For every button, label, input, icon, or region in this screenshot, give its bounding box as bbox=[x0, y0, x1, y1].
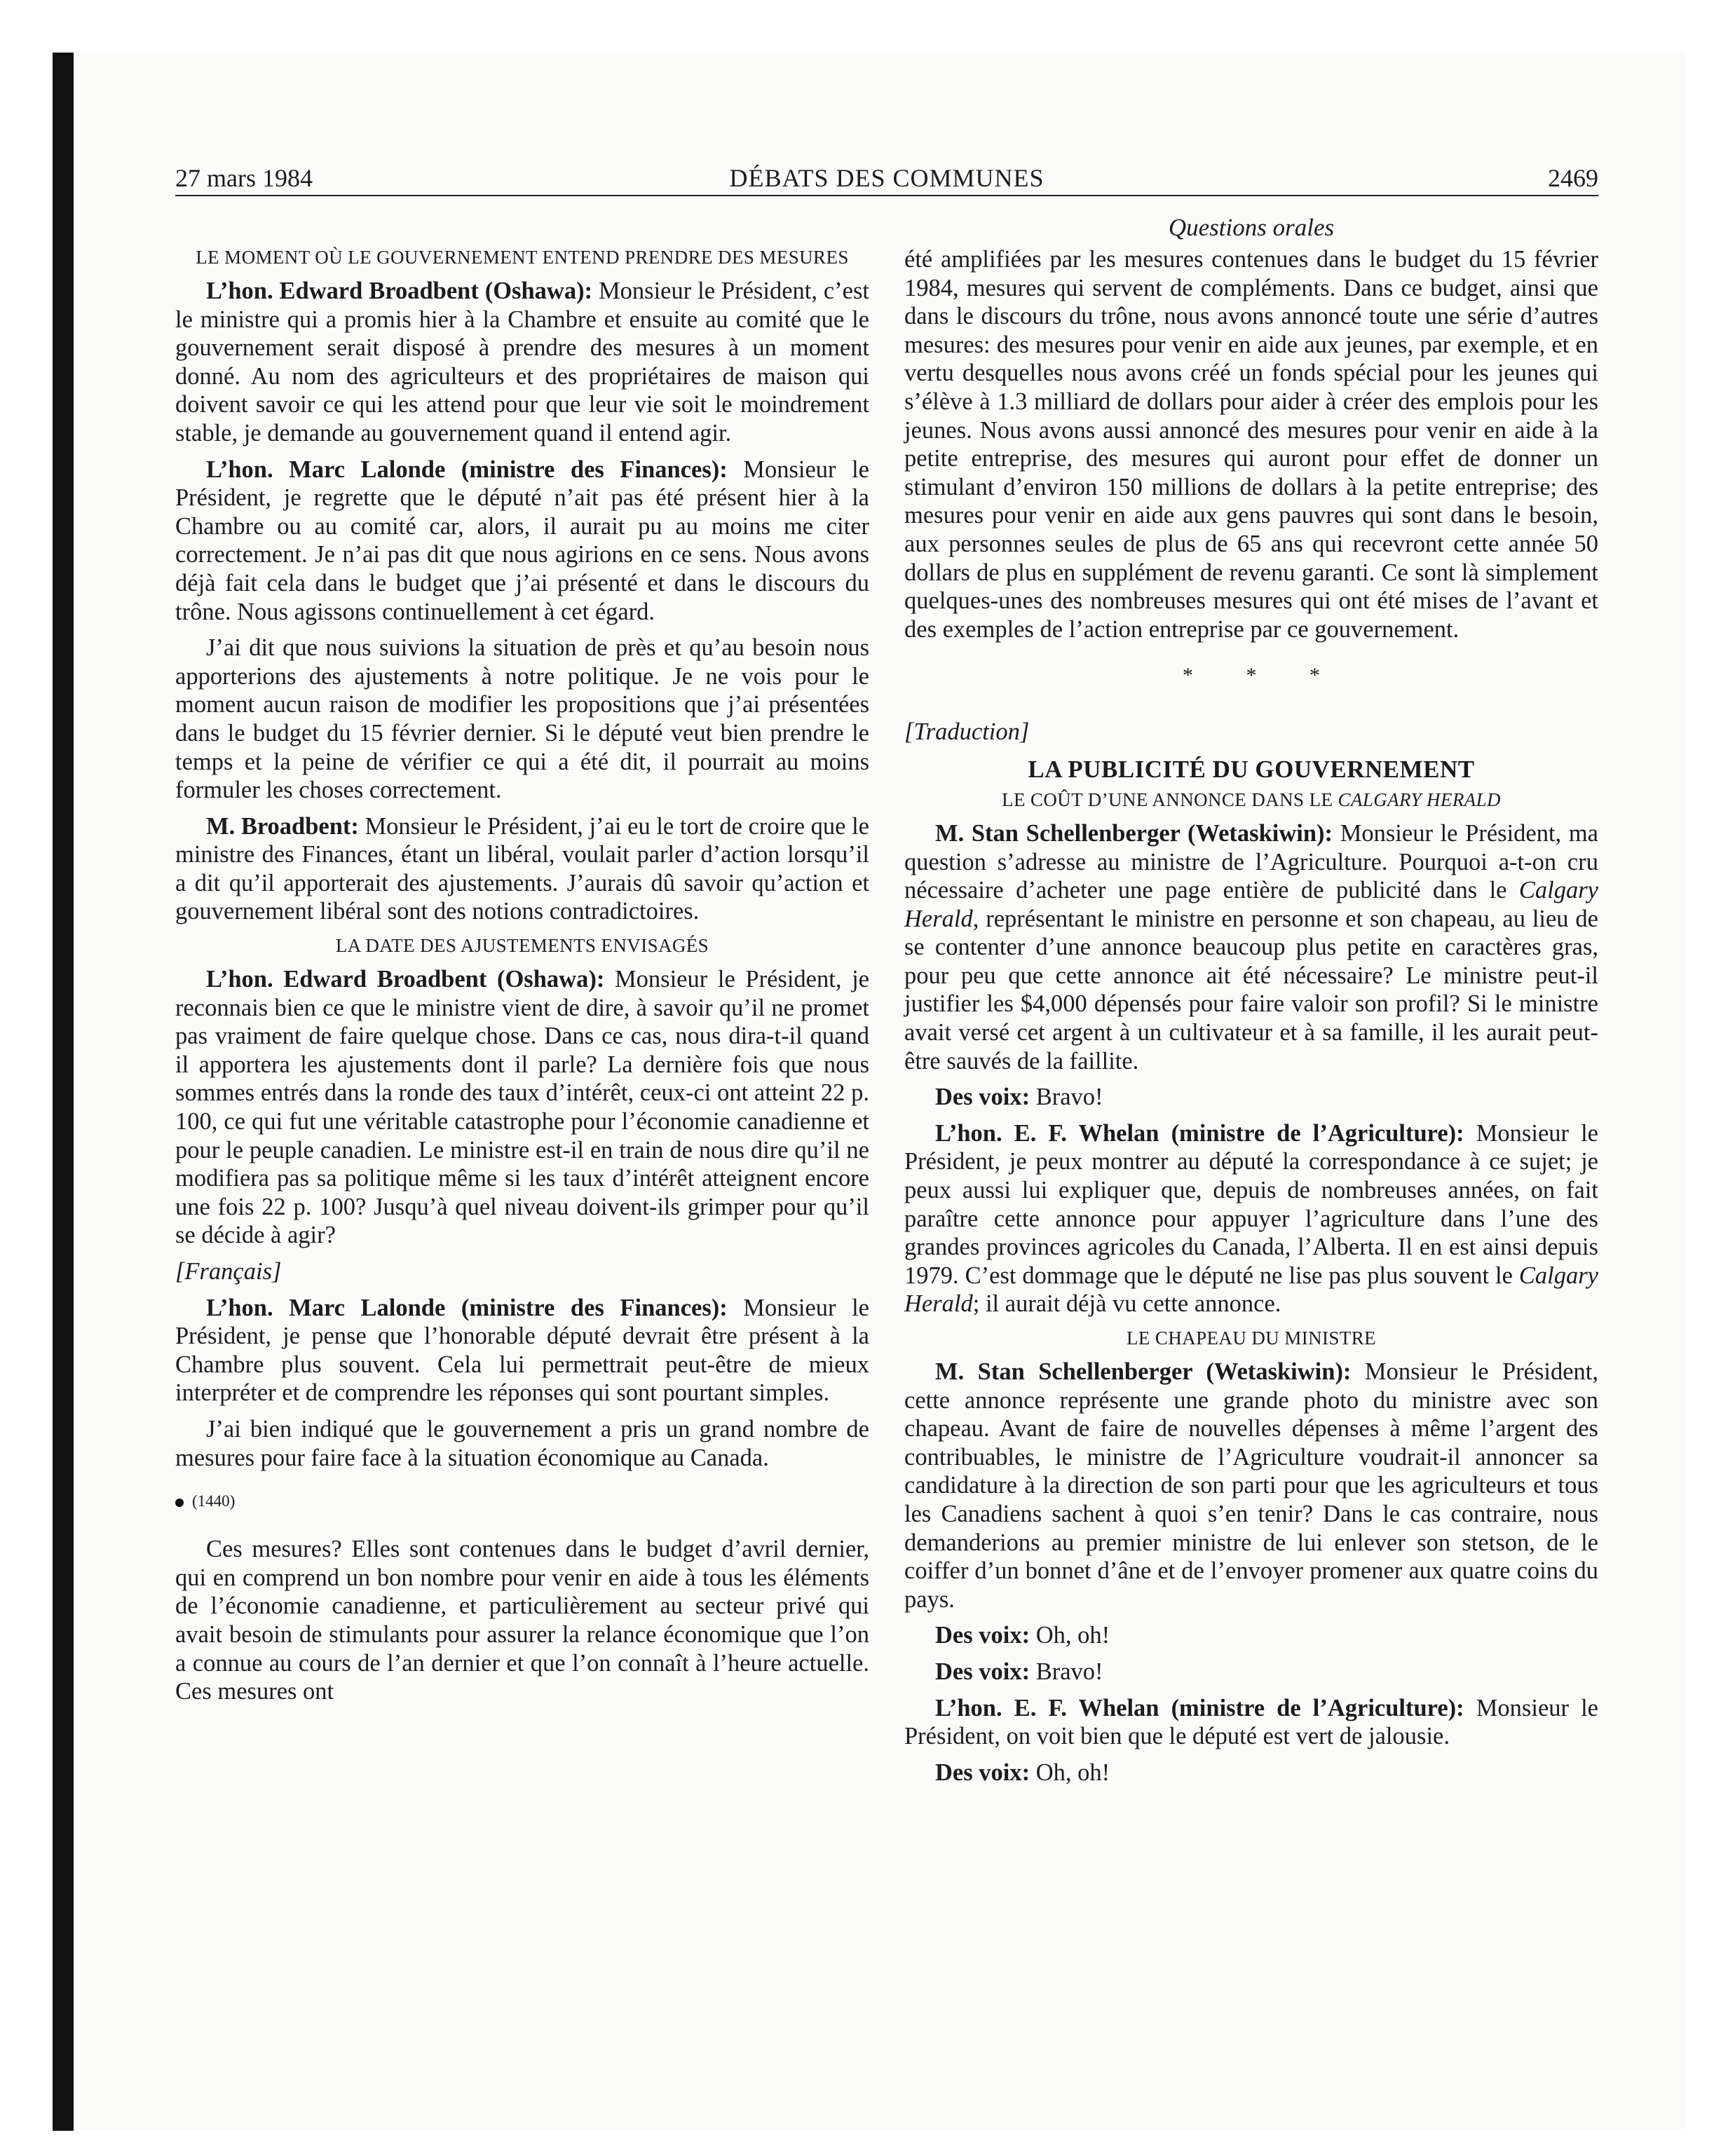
section-heading bbox=[904, 788, 1598, 812]
paragraph: J’ai bien indiqué que le gouvernement a pris un grand nombre de mesures pour faire face à la situation économique au Canada. bbox=[175, 1415, 869, 1471]
section-heading: LE MOMENT OÙ LE GOUVERNEMENT ENTEND PRENDRE DES MESURES bbox=[196, 247, 849, 268]
speaker-name: L’hon. E. F. Whelan (ministre de l’Agriculture): bbox=[935, 1119, 1464, 1147]
speaker-name: L’hon. Edward Broadbent (Oshawa): bbox=[206, 966, 605, 993]
section-heading: LA DATE DES AJUSTEMENTS ENVISAGÉS bbox=[335, 935, 709, 957]
newspaper-name: Calgary Herald bbox=[904, 1262, 1598, 1318]
speaker-name: Des voix: bbox=[935, 1658, 1030, 1685]
right-column bbox=[904, 245, 1598, 1787]
paragraph bbox=[904, 1119, 1598, 1318]
speech-text: ; il aurait déjà vu cette annonce. bbox=[972, 1290, 1281, 1318]
paragraph bbox=[904, 1759, 1598, 1787]
paragraph bbox=[904, 1083, 1598, 1112]
header-rule bbox=[175, 195, 1598, 196]
speaker-name: M. Stan Schellenberger (Wetaskiwin): bbox=[935, 1358, 1352, 1385]
speech-text: Monsieur le Président, je regrette que le député n’ait pas été présent hier à la Chambre ou au comité car, alors, il aurait pu au moins me citer correctement. Je n’ai pas dit que nous agirions en ce sens. Nous avons déjà fait cela dans le budget que j’ai présenté et dans le discours du trône. Nous agissons continuellement à cet égard. bbox=[175, 456, 869, 625]
speech-text: Monsieur le Président, je pense que l’honorable député devrait être présent à la Chambre plus souvent. Cela lui permettrait peut-être de mieux interpréter et de comprendre les réponses qui sont pourtant simples. bbox=[175, 1294, 869, 1407]
speech-text: Oh, oh! bbox=[1030, 1622, 1110, 1649]
paragraph bbox=[904, 1694, 1598, 1751]
speech-text: Monsieur le Président, je peux montrer au député la correspondance à ce sujet; je peux aussi lui expliquer que, depuis de nombreuses années, on fait paraître cette annonce pour appuyer l’agriculture dans l’une des grandes provinces agricoles du Canada, l’Alberta. Il en est ainsi depuis 1979. C’est dommage que le député ne lise pas plus souvent le bbox=[904, 1119, 1598, 1289]
subheading-text: LE COÛT D’UNE ANNONCE DANS LE bbox=[1002, 789, 1338, 810]
speech-text: Oh, oh! bbox=[1030, 1759, 1110, 1786]
paragraph bbox=[904, 1358, 1598, 1613]
bullet-icon bbox=[175, 1499, 184, 1507]
main-heading: LA PUBLICITÉ DU GOUVERNEMENT bbox=[1028, 755, 1475, 783]
page-number: 2469 bbox=[1548, 164, 1598, 192]
paragraph bbox=[904, 1621, 1598, 1650]
binding-edge bbox=[53, 53, 74, 2131]
paragraph bbox=[175, 277, 869, 448]
newspaper-name: Calgary Herald bbox=[904, 877, 1598, 932]
speech-text: Monsieur le Président, j’ai eu le tort de croire que le ministre des Finances, étant un libéral, voulait parler d’action lorsqu’il a dit qu’il apporterait des ajustements. J’aurais dû savoir qu’action et gouvernement libéral sont des notions contradictoires. bbox=[175, 812, 869, 925]
speaker-name: Des voix: bbox=[935, 1084, 1030, 1111]
left-column bbox=[175, 245, 869, 1706]
language-tag: [Français] bbox=[175, 1258, 282, 1285]
speech-text: Monsieur le Président, c’est le ministre qui a promis hier à la Chambre et ensuite au comité que le gouvernement serait disposé à prendre des mesures à un moment donné. Au nom des agriculteurs et des propriétaires de maison qui doivent savoir ce qui les attend pour que leur vie soit le moindrement stable, je demande au gouvernement quand il entend agir. bbox=[175, 278, 869, 446]
speaker-name: M. Stan Schellenberger (Wetaskiwin): bbox=[935, 819, 1333, 847]
time-marker-text: (1440) bbox=[192, 1492, 236, 1510]
paragraph: été amplifiées par les mesures contenues dans le budget du 15 février 1984, mesures qui servent de compléments. Dans ce budget, ainsi que dans le discours du trône, nous avons annoncé toute une série d’autres mesures: des mesures pour venir en aide aux jeunes, par exemple, et en vertu desquelles nous avons créé un fonds spécial pour les jeunes qui s’élève à 1.3 milliard de dollars pour aider à créer des emplois pour les jeunes. Nous avons aussi annoncé des mesures pour venir en aide à la petite entreprise, des mesures qui auront pour effet de donner un stimulant d’environ 150 millions de dollars à la petite entreprise; des mesures pour venir en aide aux gens pauvres qui sont dans le besoin, aux personnes seules de plus de 65 ans qui recevront cette année 50 dollars de plus en supplément de revenu garanti. Ce sont là simplement quelques-unes des nombreuses mesures qui ont été mises de l’avant et des exemples de l’action entreprise par ce gouvernement. bbox=[904, 246, 1598, 643]
speech-text: Bravo! bbox=[1030, 1084, 1103, 1111]
speaker-name: M. Broadbent: bbox=[206, 812, 359, 840]
paragraph bbox=[175, 965, 869, 1250]
speaker-name: L’hon. Edward Broadbent (Oshawa): bbox=[206, 278, 593, 304]
speech-text: Monsieur le Président, je reconnais bien ce que le ministre vient de dire, à savoir qu’il ne promet pas vraiment de faire quelque chose. Dans ce cas, nous dira-t-il quand il apportera les ajustements dont il parle? La dernière fois que nous sommes entrés dans la ronde des taux d’intérêt, ceux-ci ont atteint 22 p. 100, ce qui fut une véritable catastrophe pour l’économie canadienne et pour le peuple canadien. Le ministre est-il en train de nous dire qu’il ne modifiera pas sa politique même si les taux d’intérêt atteignent encore une fois 22 p. 100? Jusqu’à quel niveau doivent-ils grimper pour qu’il se décide à agir? bbox=[175, 966, 869, 1249]
paragraph bbox=[175, 456, 869, 627]
section-heading: LE CHAPEAU DU MINISTRE bbox=[1126, 1328, 1377, 1349]
paragraph bbox=[175, 1294, 869, 1407]
speech-text: Monsieur le Président, ma question s’adresse au ministre de l’Agriculture. Pourquoi a-t-on cru nécessaire d’acheter une page entière de publicité dans le bbox=[904, 819, 1598, 904]
header-title: DÉBATS DES COMMUNES bbox=[729, 164, 1045, 192]
paragraph: Ces mesures? Elles sont contenues dans le budget d’avril dernier, qui en comprend un bon nombre pour venir en aide à tous les éléments de l’économie canadienne, et particulièrement au secteur privé qui avait besoin de stimulants pour assurer la relance économique que l’on a connue au cours de l’an dernier et que l’on connaît à l’heure actuelle. Ces mesures ont bbox=[175, 1536, 869, 1705]
speech-text: Monsieur le Président, cette annonce représente une grande photo du ministre avec son chapeau. Avant de faire de nouvelles dépenses à même l’argent des contribuables, le ministre de l’Agriculture voudrait-il annoncer sa candidature à la direction de son parti pour que les agriculteurs et tous les Canadiens sachent à quoi s’en tenir? Dans le cas contraire, nous demanderions au premier ministre de lui enlever son stetson, de le coiffer d’un bonnet d’âne et de l’envoyer promener aux quatre coins du pays. bbox=[904, 1358, 1598, 1613]
header-date: 27 mars 1984 bbox=[175, 164, 313, 192]
speech-text: Monsieur le Président, on voit bien que le député est vert de jalousie. bbox=[904, 1694, 1598, 1750]
speaker-name: Des voix: bbox=[935, 1759, 1030, 1786]
speech-text: Bravo! bbox=[1030, 1658, 1103, 1685]
section-separator: * * * bbox=[1183, 664, 1344, 688]
page-header bbox=[175, 161, 1598, 195]
paragraph bbox=[175, 812, 869, 926]
paragraph bbox=[904, 1658, 1598, 1686]
time-marker bbox=[175, 1487, 869, 1515]
subheading-newspaper: CALGARY HERALD bbox=[1338, 789, 1501, 810]
speaker-name: L’hon. Marc Lalonde (ministre des Finances): bbox=[206, 456, 728, 483]
language-tag: [Traduction] bbox=[904, 718, 1030, 746]
speaker-name: L’hon. Marc Lalonde (ministre des Finances): bbox=[206, 1294, 728, 1321]
running-head: Questions orales bbox=[1168, 214, 1335, 241]
speech-text: , représentant le ministre en personne et son chapeau, au lieu de se contenter d’une annonce beaucoup plus petite en caractères gras, pour peu que cette annonce ait été nécessaire? Le ministre peut-il justifier les $4,000 dépensés pour faire valoir son profil? Si le ministre avait versé cet argent à un cultivateur et à sa famille, il les aurait peut-être sauvés de la faillite. bbox=[904, 905, 1598, 1074]
paragraph bbox=[904, 819, 1598, 1075]
speaker-name: Des voix: bbox=[935, 1622, 1030, 1649]
paragraph: J’ai dit que nous suivions la situation de près et qu’au besoin nous apporterions des ajustements à notre politique. Je ne vois pour le moment aucun raison de modifier les propositions que j’ai présentées dans le budget du 15 février dernier. Si le député veut bien prendre le temps et la peine de vérifier ce qui a été dit, il pourrait au moins formuler les choses correctement. bbox=[175, 634, 869, 804]
speaker-name: L’hon. E. F. Whelan (ministre de l’Agriculture): bbox=[935, 1694, 1464, 1721]
